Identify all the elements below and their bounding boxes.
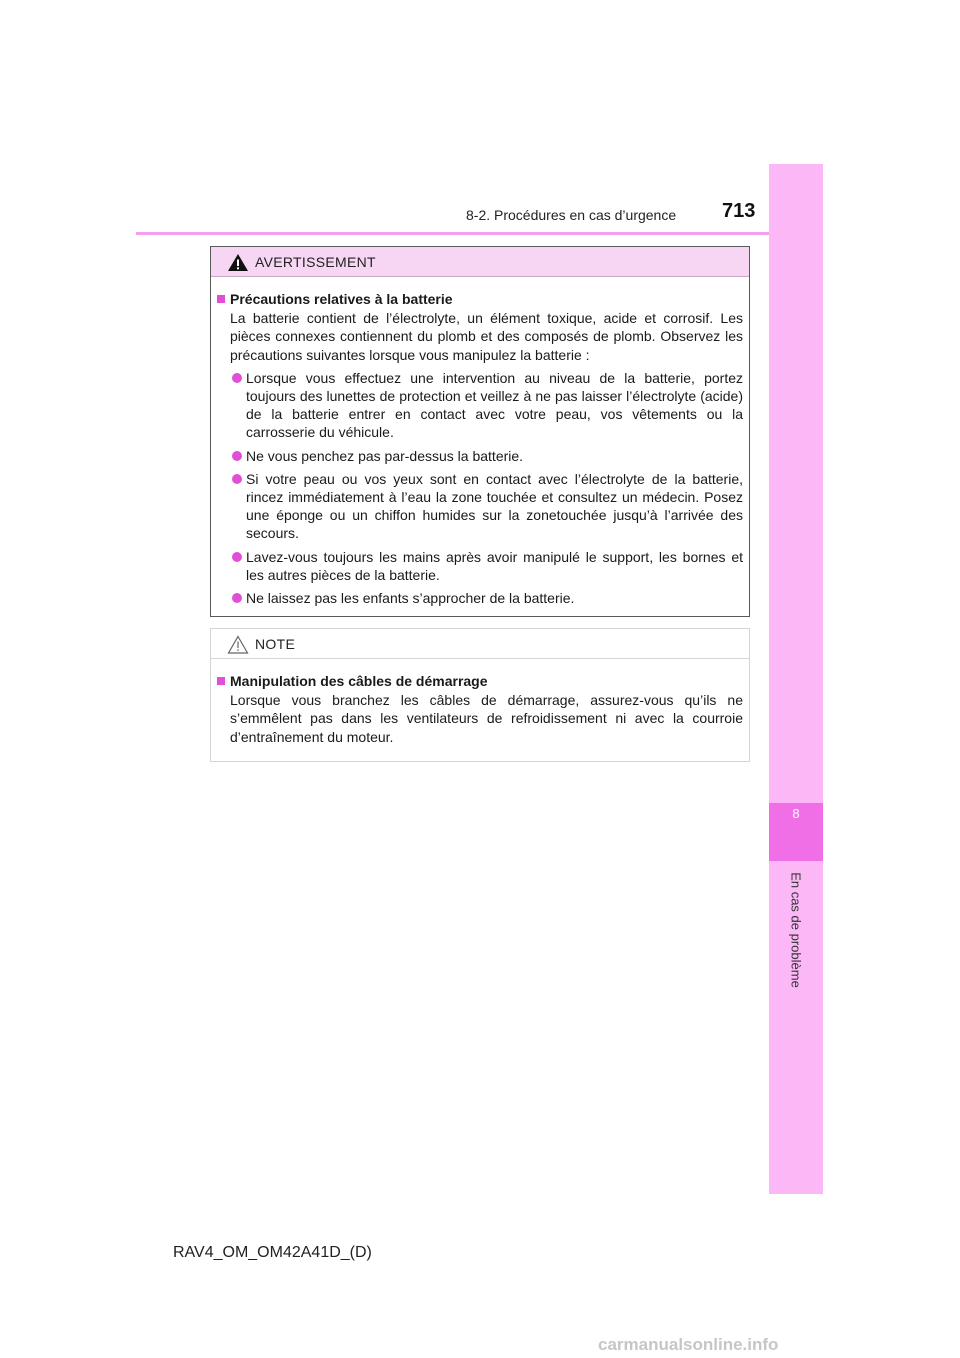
warning-bullet: Ne vous penchez pas par-dessus la batterie. <box>217 447 743 465</box>
round-bullet-icon <box>232 593 242 603</box>
chapter-number: 8 <box>792 806 800 821</box>
warning-header <box>211 247 749 277</box>
round-bullet-icon <box>232 474 242 484</box>
watermark-text: carmanualsonline.info <box>598 1335 779 1354</box>
note-header <box>211 629 749 659</box>
header-section-title: 8-2. Procédures en cas d’urgence <box>466 207 677 223</box>
note-text: Lorsque vous branchez les câbles de démarrage, assurez-vous qu’ils ne s’emmêlent pas dans les ventilateurs de refroidissement ni avec la courroie d’entraînement du moteur. <box>230 692 743 745</box>
chapter-number-box <box>769 803 823 861</box>
warning-section-title: Précautions relatives à la batterie <box>217 290 743 308</box>
round-bullet-icon <box>232 451 242 461</box>
warning-bullet: Lavez-vous toujours les mains après avoir manipulé le support, les bornes et les autres pièces de la batterie. <box>217 548 743 584</box>
round-bullet-icon <box>232 552 242 562</box>
header-rule <box>136 232 823 235</box>
warning-box <box>210 246 750 617</box>
warning-body <box>211 277 749 607</box>
note-section-title: Manipulation des câbles de démarrage <box>217 672 743 690</box>
warning-triangle-icon <box>227 253 249 272</box>
note-box <box>210 628 750 762</box>
chapter-title: En cas de problème <box>788 872 804 988</box>
square-bullet-icon <box>217 295 225 303</box>
side-tab <box>769 164 823 1194</box>
warning-bullet: Ne laissez pas les enfants s’approcher de la batterie. <box>217 589 743 607</box>
warning-bullet: Si votre peau ou vos yeux sont en contact avec l’électrolyte de la batterie, rincez immédiatement à l’eau la zone touchée et consultez un médecin. Posez une éponge ou un chiffon humides sur la zonetouchée jusqu’à l’arrivée des secours. <box>217 470 743 543</box>
note-label: NOTE <box>255 636 296 652</box>
warning-label: AVERTISSEMENT <box>255 254 376 270</box>
note-body <box>211 659 749 746</box>
footer-document-code: RAV4_OM_OM42A41D_(D) <box>173 1244 372 1261</box>
warning-bullet: Lorsque vous effectuez une intervention au niveau de la batterie, portez toujours des lunettes de protection et veillez à ne pas laisser l’électrolyte (acide) de la batterie entrer en contact avec votre peau, vos vêtements ou la carrosserie du véhicule. <box>217 369 743 442</box>
warning-intro: La batterie contient de l’électrolyte, un élément toxique, acide et corrosif. Les pièces connexes contiennent du plomb et des composés de plomb. Observez les précautions suivantes lorsque vous manipulez la batterie : <box>230 310 743 363</box>
square-bullet-icon <box>217 677 225 685</box>
page-number: 713 <box>722 200 756 222</box>
round-bullet-icon <box>232 373 242 383</box>
caution-triangle-outline-icon <box>227 635 249 654</box>
